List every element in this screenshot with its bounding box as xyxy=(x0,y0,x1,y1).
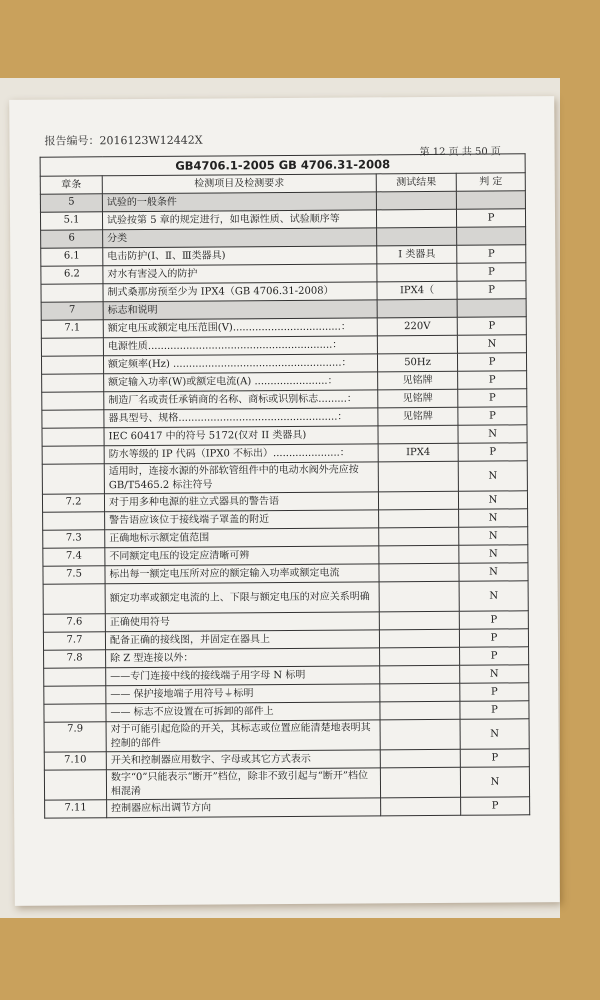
result-cell xyxy=(380,665,460,684)
standard-title: GB4706.1-2005 GB 4706.31-2008 xyxy=(40,154,525,176)
result-cell xyxy=(379,611,459,630)
item-cell: 电击防护(Ⅰ、Ⅱ、Ⅲ类器具) xyxy=(103,246,377,266)
clause-cell xyxy=(41,356,103,374)
clause-cell: 7.11 xyxy=(45,800,107,818)
verdict-cell xyxy=(456,191,525,209)
verdict-cell: P xyxy=(457,317,526,335)
verdict-cell: N xyxy=(458,461,527,491)
verdict-cell: N xyxy=(458,425,527,443)
table-row xyxy=(42,461,527,494)
item-cell: 电源性质..........................................................： xyxy=(103,336,377,356)
verdict-cell: P xyxy=(457,281,526,299)
item-cell: 器具型号、规格..................................................： xyxy=(104,408,378,428)
item-cell: 控制器应标出调节方向 xyxy=(107,798,381,818)
result-cell xyxy=(380,647,460,666)
clause-cell: 7.9 xyxy=(44,722,106,752)
item-cell: IEC 60417 中的符号 5172(仅对 II 类器具) xyxy=(104,426,378,446)
result-cell: IPX4 xyxy=(378,443,458,462)
table-row xyxy=(43,581,528,614)
item-cell: 对水有害浸入的防护 xyxy=(103,264,377,284)
result-cell xyxy=(379,581,459,612)
item-cell: 数字“0”只能表示“断开”档位，除非不致引起与“断开”档位相混淆 xyxy=(106,768,380,800)
result-cell: 50Hz xyxy=(377,353,457,372)
result-cell: 见铭牌 xyxy=(378,371,458,390)
result-cell xyxy=(376,209,456,228)
item-cell: 试验的一般条件 xyxy=(102,192,376,212)
verdict-cell: P xyxy=(458,389,527,407)
verdict-cell: N xyxy=(459,545,528,563)
result-cell xyxy=(380,767,460,798)
result-cell xyxy=(379,527,459,546)
result-cell xyxy=(377,227,457,246)
clause-cell xyxy=(44,686,106,704)
item-cell: 额定电压或额定电压范围(V)..................................： xyxy=(103,318,377,338)
verdict-cell xyxy=(457,227,526,245)
clause-cell: 5.1 xyxy=(40,212,102,230)
clause-cell: 7.6 xyxy=(43,614,105,632)
item-cell: 制式桑那房预至少为 IPX4（GB 4706.31-2008） xyxy=(103,282,377,302)
item-cell: 标志和说明 xyxy=(103,300,377,320)
result-cell xyxy=(378,425,458,444)
clause-cell xyxy=(42,374,104,392)
result-cell: 见铭牌 xyxy=(378,407,458,426)
item-cell: 标出每一额定电压所对应的额定输入功率或额定电流 xyxy=(105,564,379,584)
result-cell xyxy=(377,299,457,318)
item-cell: 额定频率(Hz) .....................................................： xyxy=(103,354,377,374)
result-cell xyxy=(378,461,458,492)
verdict-cell: N xyxy=(460,665,529,683)
clause-cell xyxy=(41,338,103,356)
verdict-cell: P xyxy=(460,683,529,701)
test-report-table xyxy=(40,153,531,818)
verdict-cell: N xyxy=(459,527,528,545)
clause-cell: 7.5 xyxy=(43,566,105,584)
verdict-cell: P xyxy=(460,647,529,665)
result-cell xyxy=(380,749,460,768)
item-cell: 适用时，连接水源的外部软管组件中的电动水阀外壳应按 GB/T5465.2 标注符号 xyxy=(104,462,378,494)
verdict-cell: P xyxy=(457,263,526,281)
item-cell: 额定输入功率(W)或额定电流(A) .......................： xyxy=(104,372,378,392)
result-cell xyxy=(377,335,457,354)
item-cell: ——专门连接中线的接线端子用字母 N 标明 xyxy=(106,666,380,686)
verdict-cell: P xyxy=(459,611,528,629)
report-number: 报告编号：2016123W12442X xyxy=(44,133,203,148)
result-cell xyxy=(379,545,459,564)
verdict-cell: P xyxy=(456,209,525,227)
table-row xyxy=(44,767,529,800)
item-cell: 对于用多种电源的驻立式器具的警告语 xyxy=(104,492,378,512)
result-cell xyxy=(378,491,458,510)
table-row xyxy=(44,719,529,752)
verdict-cell: P xyxy=(457,245,526,263)
table-row xyxy=(45,797,530,818)
result-cell xyxy=(379,563,459,582)
clause-cell: 7.2 xyxy=(42,494,104,512)
verdict-cell: P xyxy=(458,407,527,425)
col-result: 测试结果 xyxy=(376,173,456,192)
clause-cell: 7.10 xyxy=(44,752,106,770)
clause-cell xyxy=(42,428,104,446)
clause-cell: 7.4 xyxy=(43,548,105,566)
clause-cell: 7.1 xyxy=(41,320,103,338)
clause-cell: 7 xyxy=(41,302,103,320)
result-cell xyxy=(379,509,459,528)
clause-cell xyxy=(44,704,106,722)
clause-cell xyxy=(43,584,105,614)
item-cell: 额定功率或额定电流的上、下限与额定电压的对应关系明确 xyxy=(105,582,379,614)
verdict-cell: N xyxy=(459,581,528,611)
clause-cell xyxy=(41,284,103,302)
item-cell: 防水等级的 IP 代码（IPX0 不标出）.....................： xyxy=(104,444,378,464)
clause-cell xyxy=(42,446,104,464)
document-page xyxy=(9,96,560,906)
item-cell: 开关和控制器应用数字、字母或其它方式表示 xyxy=(106,750,380,770)
result-cell: 220V xyxy=(377,317,457,336)
verdict-cell: P xyxy=(458,443,527,461)
result-cell xyxy=(380,683,460,702)
result-cell xyxy=(379,629,459,648)
verdict-cell: N xyxy=(459,509,528,527)
item-cell: —— 标志不应设置在可拆卸的部件上 xyxy=(106,702,380,722)
item-cell: 配备正确的接线图，并固定在器具上 xyxy=(105,630,379,650)
result-cell xyxy=(377,263,457,282)
verdict-cell: N xyxy=(460,767,529,797)
result-cell xyxy=(380,701,460,720)
verdict-cell: P xyxy=(458,371,527,389)
clause-cell: 5 xyxy=(40,194,102,212)
item-cell: —— 保护接地端子用符号⏚标明 xyxy=(106,684,380,704)
clause-cell: 7.7 xyxy=(43,632,105,650)
result-cell: 见铭牌 xyxy=(378,389,458,408)
col-item: 检测项目及检测要求 xyxy=(102,174,376,194)
page-info: 第 12 页 共 50 页 xyxy=(419,146,501,159)
clause-cell xyxy=(44,668,106,686)
result-cell xyxy=(380,719,460,750)
item-cell: 除 Z 型连接以外： xyxy=(106,648,380,668)
verdict-cell xyxy=(457,299,526,317)
verdict-cell: N xyxy=(458,491,527,509)
col-verdict: 判 定 xyxy=(456,173,525,191)
item-cell: 正确使用符号 xyxy=(105,612,379,632)
clause-cell: 7.3 xyxy=(43,530,105,548)
clause-cell xyxy=(42,392,104,410)
clause-cell: 6.1 xyxy=(41,248,103,266)
verdict-cell: P xyxy=(461,797,530,815)
verdict-cell: N xyxy=(457,335,526,353)
col-clause: 章条 xyxy=(40,176,102,194)
verdict-cell: P xyxy=(460,749,529,767)
item-cell: 试验按第 5 章的规定进行，如电源性质、试验顺序等 xyxy=(102,210,376,230)
item-cell: 制造厂名或责任承销商的名称、商标或识别标志.........： xyxy=(104,390,378,410)
result-cell: I 类器具 xyxy=(377,245,457,264)
verdict-cell: N xyxy=(460,719,529,749)
clause-cell xyxy=(43,512,105,530)
verdict-cell: P xyxy=(460,701,529,719)
result-cell xyxy=(376,191,456,210)
result-cell: IPX4（ xyxy=(377,281,457,300)
clause-cell: 6 xyxy=(41,230,103,248)
result-cell xyxy=(381,797,461,816)
item-cell: 分类 xyxy=(103,228,377,248)
item-cell: 正确地标示额定值范围 xyxy=(105,528,379,548)
clause-cell: 6.2 xyxy=(41,266,103,284)
item-cell: 对于可能引起危险的开关，其标志或位置应能清楚地表明其控制的部件 xyxy=(106,720,380,752)
clause-cell xyxy=(42,410,104,428)
clause-cell: 7.8 xyxy=(44,650,106,668)
item-cell: 不同额定电压的设定应清晰可辨 xyxy=(105,546,379,566)
clause-cell xyxy=(42,464,104,494)
clause-cell xyxy=(44,770,106,800)
verdict-cell: P xyxy=(459,629,528,647)
verdict-cell: P xyxy=(457,353,526,371)
item-cell: 警告语应该位于接线端子罩盖的附近 xyxy=(105,510,379,530)
verdict-cell: N xyxy=(459,563,528,581)
